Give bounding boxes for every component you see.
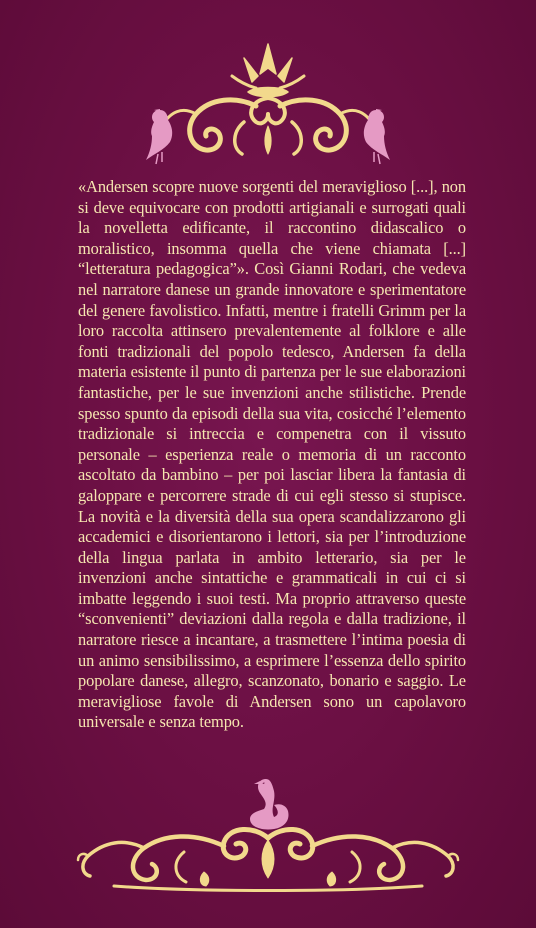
scroll-flourish-icon bbox=[74, 812, 462, 894]
back-cover-blurb: «Andersen scopre nuove sorgenti del meraviglioso [...], non si deve equivocare con prodotti artigianali e surrogati quali la novelletta edificante, il raccontino didascalico o moralistico, insomma quella che viene chiamata [...] “letteratura pedagogica”». Così Gianni Rodari, che vedeva nel narratore danese un grande innovatore e sperimentatore del genere favolistico. Infatti, mentre i fratelli Grimm per la loro raccolta attinsero prevalentemente al folklore e alle fonti tradizionali del popolo tedesco, Andersen fa della materia esistente il punto di partenza per le sue elaborazioni fantastiche, per le sue invenzioni anche stilistiche. Prende spesso spunto da episodi della sua vita, cosicché l’elemento tradizionale si intreccia e compenetra con il vissuto personale – esperienza reale o memoria di un racconto ascoltato da bambino – per poi lasciar libera la fantasia di galoppare e percorrere strade di cui egli stesso si stupisce. La novità e la diversità della sua opera scandalizzarono gli accademici e disorientarono i lettori, sia per l’introduzione della lingua parlata in ambito letterario, sia per le invenzioni anche sintattiche e grammaticali in cui ci si imbatte leggendo i suoi testi. Ma proprio attraverso queste “sconvenienti” deviazioni dalla regola e dalla tradizione, il narratore riesce a incantare, a trasmettere l’intima poesia di un animo sensibilissimo, a esprimere l’essenza dello spirito popolare danese, allegro, scanzonato, bonario e saggio. Le meravigliose favole di Andersen sono un capolavoro universale e senza tempo. bbox=[78, 177, 466, 732]
crown-scroll-with-birds-icon bbox=[140, 36, 396, 176]
